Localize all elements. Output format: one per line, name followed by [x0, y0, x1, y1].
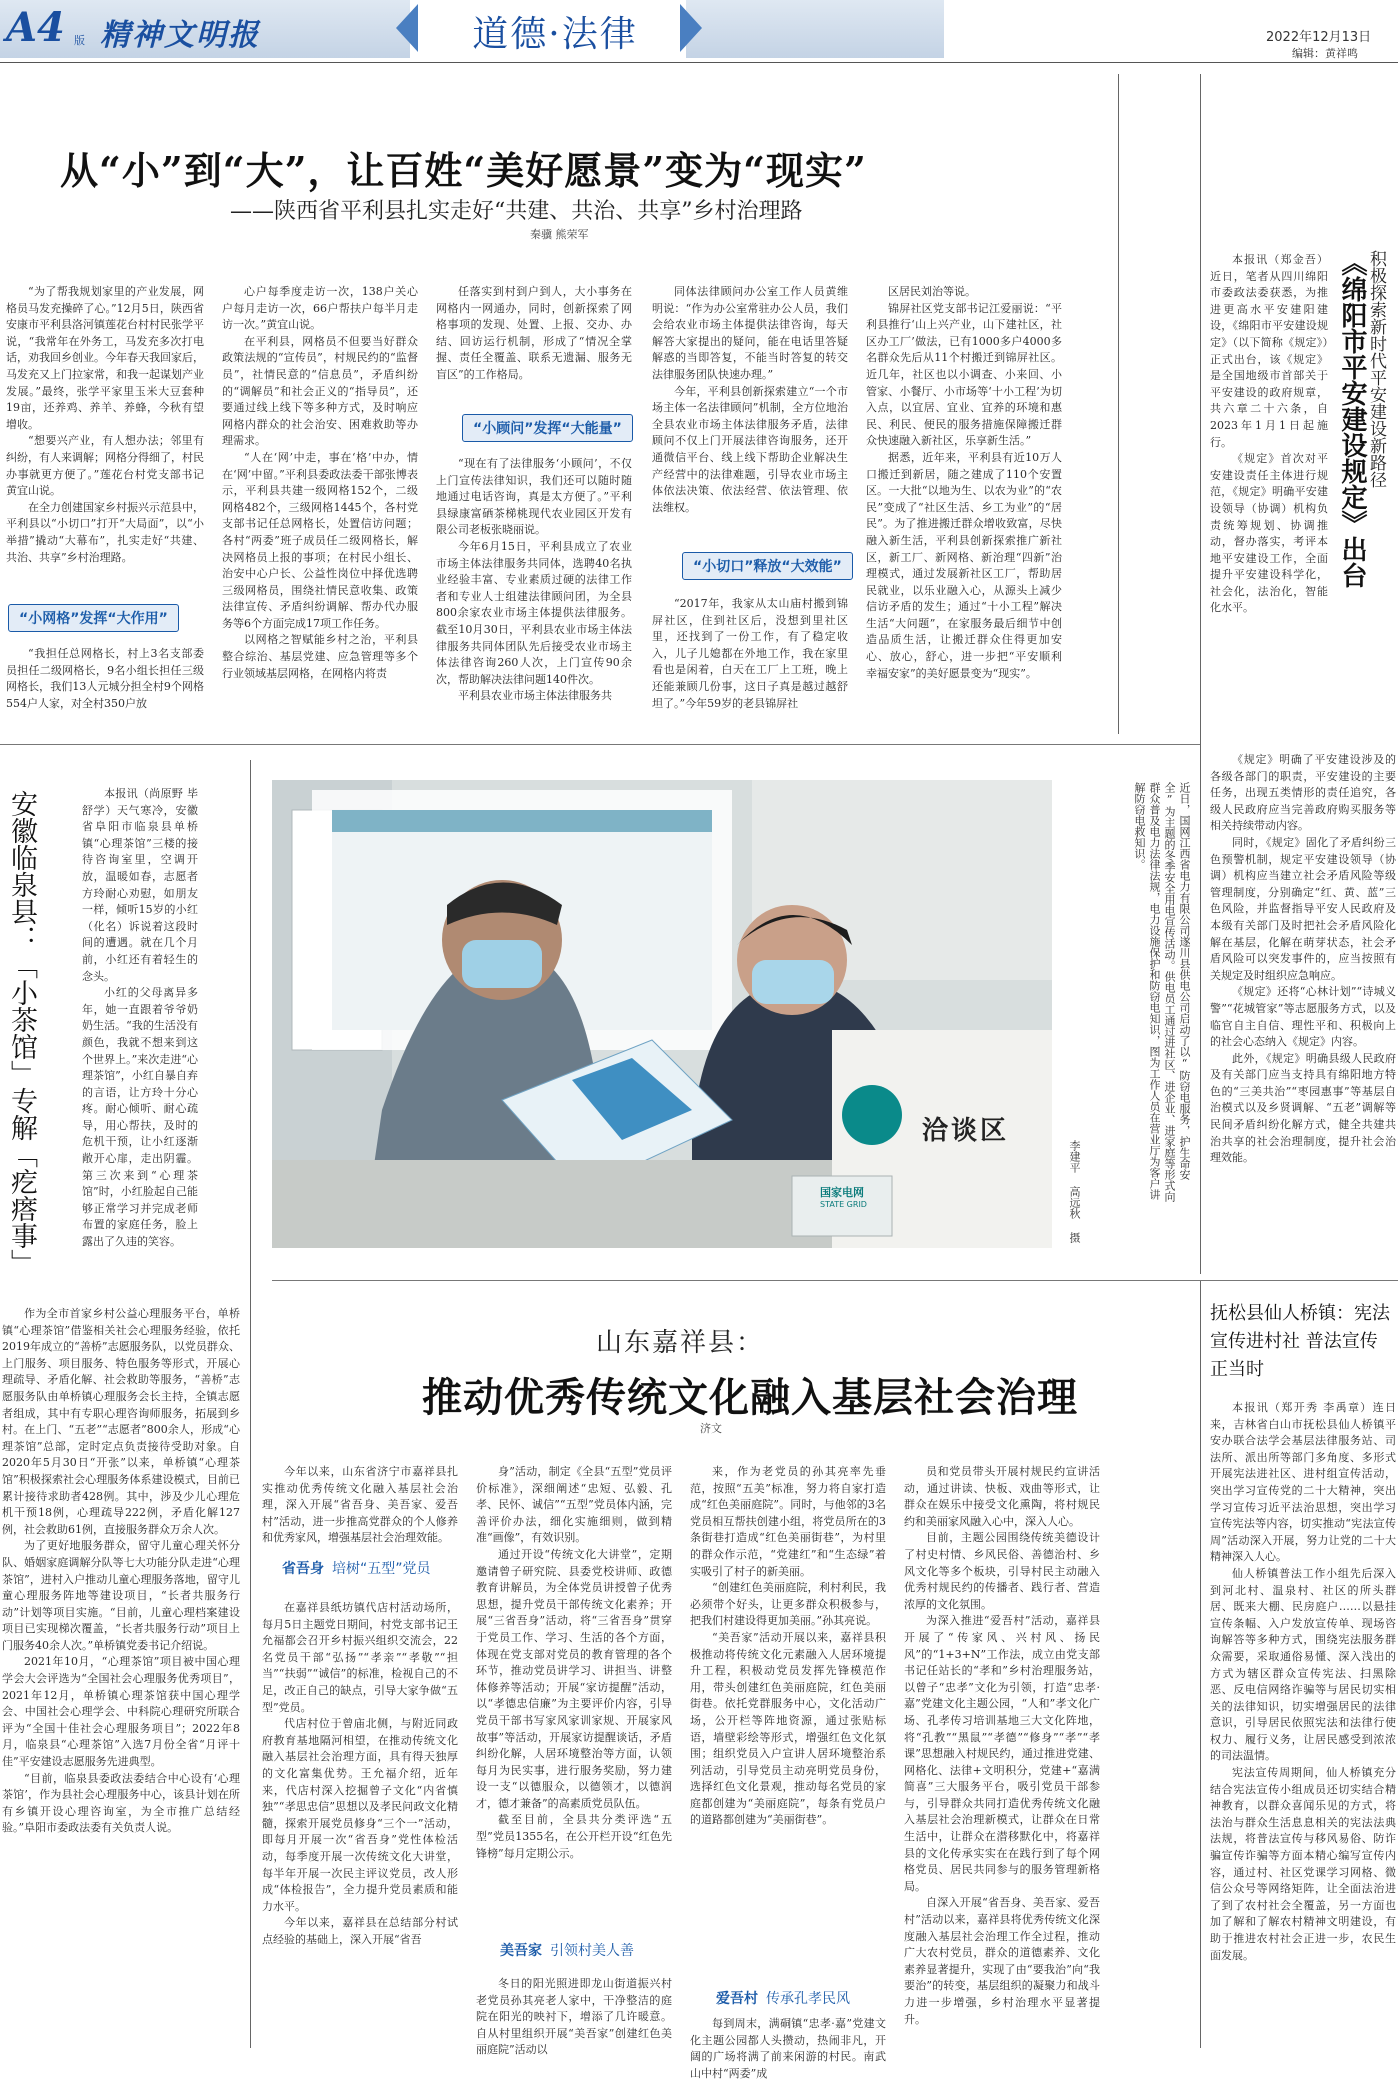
lead-col4-p3: “2017年，我家从太山庙村搬到锦屏社区，住到社区后，没想到里社区里，还找到了一份工作，有了稳定收入，儿子儿媳都在外地工作，我在家里看也是闲着，白天在工厂上工班，晚上还能兼顾几份事，这日子真是越过越舒坦了。”今年59岁的老县锦屏社 [652, 597, 848, 710]
mianyang-headline: 《绵阳市平安建设规定》出台 [1337, 250, 1367, 588]
lead-col3-p2: “现在有了法律服务‘小顾问’，不仅上门宣传法律知识，我们还可以随时随地通过电话咨询，真是太方便了。”平利县绿康富硒茶梯桃现代农业园区开发有限公司老板张晓丽说。 [436, 457, 632, 537]
anhui-col-2 [2, 1306, 240, 2042]
photo-bottom-rule [272, 1280, 1202, 1281]
funing-top-rule [1200, 1280, 1398, 1281]
lead-col-1 [6, 284, 204, 594]
page-number: A4 [6, 4, 65, 51]
lead-col2-p1: 心户每季度走访一次，138户关心户每月走访一次，66户帮扶户每半月走访一次。”黄宜山说。 [222, 285, 418, 332]
anhui-divider [250, 760, 251, 2048]
lead-col5-p3: 据悉，近年来，平利县有近10万人口搬迁到新居，随之建成了110个安置区。一大批“以地为生、以农为业”的“农民”变成了“社区生活、乡工为业”的“居民”。为了推进搬迁群众增收致富，尽快融入新生活，平利县创新探索推广新社区，新工厂、新网格、新治理“四新”治理模式，通过发展新社区工厂，帮助居民就业，以乐业融入心，从源头上减少信访矛盾的发生；通过“十小工程”解决生活“大问题”，在家服务最后细节中创造品质生活，让搬迁群众住得更加安心、放心，舒心，进一步把“平安顺利 幸福安家”的美好愿景变为“现实”。 [866, 450, 1062, 680]
shandong-col3-p3: “美吾家”活动开展以来，嘉祥县积极推动将传统文化元素融入人居环境提升工程，积极动党员发挥先锋模范作用，带头创建红色美丽庭院，红色美丽街巷。依托党群服务中心，文化活动广场，公开栏等阵地资源，通过张贴标语，墙壁彩绘等形式，增强红色文化氛围；组织党员入户宣讲人居环境整治系列活动，引导党员主动亮明党员身份，选择红色文化景观，推动每名党员的家庭都创建为“美丽庭院”，每条有党员户的道路都创建为“美丽街巷”。 [690, 1630, 886, 1827]
shandong-col1-p2: 在嘉祥县纸坊镇代店村活动场所，每月5日主题党日期间，村党支部书记王允福都会召开乡村振兴组织交流会，22名党员干部“弘扬”“孝亲”“孝敬”“担当”“扶弱”“诚信”的标准，检视自己的不足，改正自己的缺点，引导大家争做“五型”党员。 [262, 1601, 458, 1714]
anhui-p3: 作为全市首家乡村公益心理服务平台，单桥镇“心理茶馆”借鉴相关社会心理服务经验，依托2019年成立的“善桥”志愿服务队，以党员群众、上门服务、项目服务、特色服务等形式，开展心理疏导、矛盾化解、社会救助等服务，“善桥”志愿服务队由单桥镇心理服务会长主持，全镇志愿者组成，其中有专职心理咨询师服务，拓展到乡村。在上门、“五老”“志愿者”800余人，形成“心理茶馆”总部，定时定点负责接待受助对象。自2020年5月30日“开张”以来，单桥镇“心理茶馆”积极探索社会心理服务体系建设模式，目前已累计接待求助者428例。其中，涉及少儿心理危机干预18例，心理疏导222例，矛盾化解127例，社会救助61例，直接服务群众万余人次。 [2, 1307, 240, 1536]
shandong-col4-p3: 为深入推进“爱吾村”活动，嘉祥县开展了“传家风、兴村风、扬民风”的“1+3+N”工作法，成立由党支部书记任站长的“孝和”乡村治理服务站，以曾子“忠孝”文化为引领，打造“忠孝·嘉”党建文化主题公园，“人和”孝文化广场、孔孝传习培训基地三大文化阵地，将“孔教”“黑鼠”“孝德”“修身”“孝”“孝课”思想融入村规民约，通过推进党建、网格化、法律+文明积分，党建+“嘉满简喜”三大服务平台，吸引党员干部参与，引导群众共同打造优秀传统文化融入基层社会治理新模式，让群众在日常生活中，让群众在潜移默化中，将嘉祥县的文化传承实实在在践行到了每个网格党员、居民共同参与的服务管理新格局。 [904, 1614, 1100, 1893]
shandong-col2-p3: 截至目前，全县共分类评选“五型”党员1355名，在公开栏开设“红色先锋榜”每月定期公示。 [476, 1813, 672, 1860]
lead-col-4b [652, 596, 848, 730]
masthead-right-band [686, 0, 944, 58]
lead-col1-p1: “为了帮我规划家里的产业发展，网格员马发充操碎了心。”12月5日，陕西省安康市平利县洛河镇莲花台村村民张学平说，“我常年在外务工，马发充多次打电话，劝我回乡创业。今年春天我回家后，马发充又上门拉家常，和我一起谋划产业发展。”最终，张学平家里玉米大豆套种19亩，还养鸡、养羊、养蜂，今秋有望增收。 [6, 285, 204, 431]
shandong-col-2a [476, 1464, 672, 1934]
shandong-byline: 济文 [700, 1422, 722, 1435]
funing-p3: 宪法宣传周期间，仙人桥镇充分结合宪法宣传小组成员还切实结合精神教育，以群众喜闻乐见的方式，将法治与群众生活息息相关的宪法法典法规，将普法宣传与移风易俗、防诈骗宣传诈骗等方面本精心编写宣传内容，通过村、社区党课学习网格、微信公众号等网络矩阵，让全面法治进了到了农村社会全覆盖，另一方面也加了解和了解农村精神文明建设，有助于推进农村社会正进一步，农民生面发展。 [1210, 1766, 1396, 1962]
section-love-village-b: 传承孔孝民风 [766, 1991, 850, 2007]
shandong-col-4 [904, 1464, 1100, 2044]
mianyang-col-top [1210, 252, 1328, 742]
anhui-p4: 为了更好地服务群众，留守儿童心理关怀分队、婚姻家庭调解分队等七大功能分队走进“心理茶馆”，进村入户推动儿童心理服务落地，留守儿童心理服务阵地等建设项目，“长者共服务行动”计划等项目实施。“目前，儿童心理档案建设项目已实现梯次覆盖，“长者共服务行动”项目上门服务40余人次。”单桥镇党委书记介绍说。 [2, 1539, 240, 1652]
editor-credit: 编辑：黄祥鸣 [1292, 47, 1358, 60]
anhui-p6: “目前，临泉县委政法委结合中心设有‘心理茶馆’，作为县社会心理服务中心，该县计划在所有乡镇开设心理咨询室，为全市推广总结经验。”阜阳市委政法委有关负责人说。 [2, 1771, 240, 1835]
funing-headline: 抚松县仙人桥镇：宪法宣传进村社 普法宣传正当时 [1210, 1303, 1390, 1380]
shandong-col3-p4: 每到周末，满硐镇“忠孝·嘉”党建文化主题公园都人头攒动，热闹非凡，开阔的广场将满了前来闲游的村民。南武山中村“两委”成 [690, 2017, 886, 2080]
shandong-col1-p4: 今年以来，嘉祥县在总结部分村试点经验的基础上，深入开展“省吾 [262, 1916, 458, 1946]
section-self-reflection-b: 培树“五型”党员 [332, 1561, 431, 1577]
shandong-col2-p1: 身”活动，制定《全县“五型”党员评价标准》，深细阐述“忠短、弘毅、孔孝、民怀、诚信”“五型”党员体内涵，完善评价办法，细化实施细则，做到精准“画像”，有效识别。 [476, 1465, 672, 1545]
shandong-col3-p2: “创建红色美丽庭院，利村利民，我必须带个好头，让更多群众积极参与，把我们村建设得更加美丽。”孙其亮说。 [690, 1581, 886, 1628]
lead-col5-p2: 锦屏社区党支部书记江爱丽说：“平利县推行‘山上兴产业，山下建社区，社区办工厂’做法，已有1000多户4000多名群众先后从11个村搬迁到锦屏社区。近几年，社区也以小调查、小来回、小管家、小餐厅、小市场等‘十小工程’为切入点，以宜居、宜业、宜养的环境和惠民、利民、便民的服务措施保障搬迁群众快速融入新社区，乐享新生活。” [866, 301, 1062, 448]
section-self-reflection [282, 1558, 431, 1578]
anhui-p5: 2021年10月，“心理茶馆”项目被中国心理学会大会评选为“全国社会心理服务优秀项目”，2021年12月，单桥镇心理茶馆获中国心理学会、中国社会心理学会、中科院心理研究所联合评为“全国十佳社会心理服务项目”；2022年8月，临泉县“心理茶馆”入选7月份全省“月评十佳”平安建设志愿服务先进典型。 [2, 1655, 240, 1769]
lead-col1-p3: 在全力创建国家乡村振兴示范县中，平利县以“小切口”打开“大局面”，以“小举措”撬动“大幕布”，扎实走好“共建、共治、共享”乡村治理路。 [6, 500, 204, 564]
anhui-headline: 安徽临泉县：「小茶馆」专解「疙瘩事」 [6, 790, 37, 1276]
shandong-col3-p1: 来，作为老党员的孙其亮率先垂范，按照“五美”标准，努力将自家打造成“红色美丽庭院”。同时，与他邻的3名党员相互帮扶创建小组，将党员所在的3条街巷打造成“红色美丽街巷”，为村里的群众作示范，“党建红”和“生态绿”着实吸引了村子的新美丽。 [690, 1465, 886, 1578]
section-title: 道德·法律 [472, 14, 638, 55]
shandong-kicker: 山东嘉祥县： [596, 1328, 765, 1358]
page-number-suffix: 版 [74, 34, 85, 47]
masthead-left-arrow [396, 4, 418, 52]
issue-date: 2022年12月13日 [1266, 30, 1372, 45]
funing-p2: 仙人桥镇普法工作小组先后深入到河北村、温泉村、社区的所头群居、既来大棚、民房庭户……以悬挂宣传条幅、入户发放宣传单、现场咨询解答等多种方式，围绕宪法服务群众需要，采取通俗易懂、深入浅出的方式为辖区群众宣传宪法、扫黑除恶、反电信网络诈骗等与居民切实相关的法律知识，切实增强居民的法律意识，引导居民依照宪法和法律行使权力、履行义务，让居民感受到浓浓的司法温情。 [1210, 1566, 1396, 1763]
photo-sign-text: 洽谈区 [922, 1116, 1010, 1146]
subhead-small-cut: “小切口”释放“大效能” [682, 552, 853, 580]
lead-col-5 [866, 284, 1062, 730]
mianyang-p1: 本报讯（郑金吾）近日，笔者从四川绵阳市委政法委获悉，为推进更高水平安建阳建设，《绵阳市平安建设规定》（以下简称《规定》）正式出台，该《规定》是全国地级市首部关于平安建设的政府规章，共六章二十六条，自2023年1月1日起施行。 [1210, 253, 1328, 449]
masthead-right-arrow [680, 4, 702, 52]
section-love-village [716, 1988, 850, 2008]
section-beautify-home-a: 美吾家 [500, 1943, 542, 1959]
photo-caption: 近日，国网江西省电力有限公司遂川县供电公司启动了以“防窃电服务，护生命安全”为主题的冬季安全用电宣传活动。供电员工通过进社区、进企业、进家庭等形式向群众普及电力法律法规，电力设施保护和防窃电知识，图为工作人员在营业厅为客户讲解防窃电救知识。 [1133, 782, 1191, 1202]
news-photo [272, 780, 1052, 1248]
mianyang-p6: 此外，《规定》明确县级人民政府及有关部门应当支持具有绵阳地方特色的“三美共治”“枣园惠事”等基层自治模式以及乡贤调解、“五老”调解等民间矛盾纠纷化解方式，健全共建共治共享的社会治理制度，提升社会治理效能。 [1210, 1051, 1396, 1165]
mianyang-p5: 《规定》还将“心林计划”“诗城义警”“花城管家”等志愿服务方式，以及临官自主自信、理性平和、积极向上的社会心态纳入《规定》内容。 [1210, 985, 1396, 1049]
subhead-small-advisor: “小顾问”发挥“大能量” [462, 414, 633, 442]
shandong-col-3b [690, 2016, 886, 2080]
lead-col1-p2: “想要兴产业，有人想办法；邻里有纠纷，有人来调解；网格分得细了，村民办事就更方便了。”莲花台村党支部书记黄宜山说。 [6, 434, 204, 498]
mianyang-col-bottom [1210, 752, 1396, 1226]
shandong-headline: 推动优秀传统文化融入基层社会治理 [422, 1374, 1078, 1421]
shandong-col1-p1: 今年以来，山东省济宁市嘉祥县扎实推动优秀传统文化融入基层社会治理，深入开展“省吾身、美吾家、爱吾村”活动，进一步推高党群众的个人修养和优秀家风，增强基层社会治理效能。 [262, 1465, 458, 1545]
section-beautify-home [500, 1940, 634, 1960]
shandong-col-2b [476, 1976, 672, 2057]
lead-col-2 [222, 284, 418, 730]
shandong-col2-p2: 通过开设“传统文化大讲堂”，定期邀请曾子研究院、县委党校讲师、政德教育讲解员，为全体党员讲授曾子优秀思想，提升党员干部传统文化素养；开展“三省吾身”活动，将“三省吾身”贯穿于党员工作、学习、生活的各个方面，体现在党支部对党员的教育管理的各个环节，推动党员讲学习、讲担当、讲整体修养等活动；开展“家访提醒”活动，以“孝德忠信廉”为主要评价内容，引导党员干部书写家风家训家规、开展家风故事”等活动，开展家访提醒谈话，矛盾纠纷化解，人居环境整治等方面，认领每月为民实事，进行服务奖励，努力建设一支“以德服众，以德领才，以德润才，德才兼备”的高素质党员队伍。 [476, 1547, 672, 1810]
photo-brand-en: STATE GRID [820, 1200, 867, 1209]
section-love-village-a: 爱吾村 [716, 1991, 758, 2007]
photo-credit: 李建平 高远秋 摄 [1068, 1140, 1081, 1243]
lead-col-1b [6, 646, 204, 730]
shandong-col-3a [690, 1464, 886, 1984]
shandong-col-1a [262, 1464, 458, 1548]
lead-bottom-rule [0, 744, 1200, 745]
lead-subheadline: ——陕西省平利县扎实走好“共建、共治、共享”乡村治理路 [230, 199, 803, 224]
subhead-small-grid: “小网格”发挥“大作用” [8, 604, 179, 632]
lead-col2-p3: “人在‘网’中走，事在‘格’中办，情在‘网’中留。”平利县委政法委干部张博表示，平利县共建一级网格152个，二级网格482个，三级网格1445个，各村党支部书记任总网格长，处置信访问题；各村“两委”班子成员任二级网格长，解决网格员上报的事项；在村民小组长、治安中心户长、公益性岗位中择优选聘三级网格员，围绕社情民意收集、政策法律宣传、矛盾纠纷调解、帮办代办服务等6个方面完成17项工作任务。 [222, 450, 418, 630]
mianyang-p4: 同时，《规定》固化了矛盾纠纷三色预警机制，规定平安建设领导（协调）机构应当建立社会矛盾风险等级管理制度，分别确定“红、黄、蓝”三色风险，并监督指导平安人民政府及本级有关部门及时把社会矛盾风险化解在基层，化解在萌芽状态，社会矛盾风险可以突发事件的，应当按照有关规定及时组织应急响应。 [1210, 835, 1396, 982]
funing-p1: 本报讯（郑开秀 李禹章）连日来，吉林省白山市抚松县仙人桥镇平安办联合法学会基层法律服务站、司法所、派出所等部门多角度、多形式开展宪法进社区、进村组宣传活动，突出学习宣传党的二十大精神，突出学习宣传习近平法治思想，突出学习宣传宪法等内容，切实推动“宪法宣传周”活动深入开展，努力让党的二十大精神深入人心。 [1210, 1401, 1396, 1564]
photo-right-divider [1200, 74, 1201, 1274]
lead-col-4a [652, 284, 848, 546]
shandong-col4-p1: 员和党员带头开展村规民约宣讲活动，通过讲读、快板、戏曲等形式，让群众在娱乐中接受文化熏陶，将村规民约和美丽家风融入心中，深入人心。 [904, 1465, 1100, 1528]
paper-name: 精神文明报 [100, 18, 260, 53]
lead-right-divider [1118, 74, 1119, 734]
lead-col-3b [436, 456, 632, 730]
section-self-reflection-a: 省吾身 [282, 1561, 324, 1577]
shandong-col1-p3: 代店村位于曾庙北侧，与附近同政府教育基地隔河相望，在推动传统文化融入基层社会治理方面，具有得天独厚的文化富集优势。王允福介绍，近年来，代店村深入挖掘曾子文化“内省慎独”“孝思忠信”思想以及孝民问政文化精髓，探索开展党员修身“三个一”活动，即每月开展一次“省吾身”党性体检活动，每季度开展一次传统文化大讲堂，每半年开展一次民主评议党员，改人形成“体检报告”，全力提升党员素质和能力水平。 [262, 1717, 458, 1913]
photo-illustration [272, 780, 1052, 1248]
lead-col5-p1: 区居民刘治等说。 [888, 285, 976, 298]
lead-col3-p3: 今年6月15日，平利县成立了农业市场主体法律服务共同体，选聘40名执业经验丰富、专业素质过硬的法律工作者和专业人士组建法律顾问团，为全县800余家农业市场主体提供法律服务。截至10月30日，平利县农业市场主体法律服务共同体团队先后接受农业市场主体法律咨询260人次，上门宣传90余次，帮助解决法律问题140件次。 [436, 539, 632, 686]
lead-col1b-p1: “我担任总网格长，村上3名支部委员担任二级网格长，9名小组长担任三级网格长，我们13人元城分担全村9个网格554户人家，对全村350户放 [6, 647, 204, 710]
shandong-col4-p4: 自深入开展“省吾身、美吾家、爱吾村”活动以来，嘉祥县将优秀传统文化深度融入基层社会治理工作全过程，推动广大农村党员，群众的道德素养、文化素养显著提升，实现了由“要我治”向“我要治”的转变，基层组织的凝聚力和战斗力进一步增强，乡村治理水平显著提升。 [904, 1896, 1100, 2026]
lead-col4-p2: 今年，平利县创新探索建立“一个市场主体一名法律顾问”机制，全方位地治全县农业市场主体法律服务矛盾，法律顾问不仅上门开展法律咨询服务，还开通微信平台、线上线下帮助企业解决生产经营中的法律难题，引导农业市场主体依法决策、依法经营、依法管理、依法维权。 [652, 384, 848, 514]
photo-brand-cn: 国家电网 [820, 1186, 864, 1199]
lead-col3-p4: 平利县农业市场主体法律服务共 [458, 689, 612, 703]
lead-col2-p2: 在平利县，网格员不但要当好群众政策法规的“宣传员”，村规民约的“监督员”，社情民意的“信息员”，矛盾纠纷的“调解员”和社会正义的“指导员”，还要通过线上线下等多种方式，及时响应网格内群众的社会治安、困难救助等办理需求。 [222, 334, 418, 448]
lead-byline: 秦骥 熊荣军 [530, 228, 589, 241]
funing-body [1210, 1400, 1396, 2044]
section-beautify-home-b: 引领村美人善 [550, 1943, 634, 1959]
lead-col3-p1: 任落实到村到户到人，大小事务在网格内一网通办，同时，创新探索了网格事项的发现、处置、上报、交办、办结、回访运行机制，形成了“情况全掌握、责任全覆盖、联系无遗漏、服务无盲区”的工作格局。 [436, 285, 632, 381]
lead-headline: 从“小”到“大”，让百姓“美好愿景”变为“现实” [60, 148, 867, 193]
masthead-rule [0, 62, 1398, 63]
mianyang-p3: 《规定》明确了平安建设涉及的各级各部门的职责，平安建设的主要任务，出现五类情形的责任追究，各级人民政府应当完善政府购买服务等相关持续带动内容。 [1210, 753, 1396, 833]
mianyang-p2: 《规定》首次对平安建设责任主体进行规范，《规定》明确平安建设领导（协调）机构负责统筹规划、协调推动，督办落实，考评本地平安建设工作，全面提升平安建设科学化，社会化，法治化，智能化水平。 [1210, 452, 1328, 615]
lead-col-3a [436, 284, 632, 404]
anhui-p2: 小红的父母离异多年，她一直跟着爷爷奶奶生活。“我的生活没有颜色，我就不想来到这个世界上。”来次走进“心理茶馆”，小红自暴自弃的言语，让方玲十分心疼。耐心倾听、耐心疏导，用心帮扶，及时的危机干预，让小红逐渐敞开心扉，走出阴霾。第三次来到“心理茶馆”时，小红脸起自己能够正常学习并完成老师布置的家庭任务，脸上露出了久违的笑容。 [82, 986, 198, 1249]
anhui-col-1 [82, 786, 198, 1300]
lead-col4-p1: 同体法律顾问办公室工作人员黄维明说：“作为办公室常驻办公人员，我们会给农业市场主体提供法律咨询，每天解答大家提出的疑问，能在电话里答疑解惑的当即答复，不能当时答复的转交法律服务团队快速办理。” [652, 285, 848, 381]
funing-divider [1200, 1280, 1201, 2048]
anhui-p1: 本报讯（尚原野 毕舒学）天气寒冷，安徽省阜阳市临泉县单桥镇“心理茶馆”三楼的接待咨询室里，空调开放，温暖如春，志愿者方玲耐心劝慰，如朋友一样，倾听15岁的小红（化名）诉说着这段时间的遭遇。就在几个月前，小红还有着轻生的念头。 [82, 787, 198, 983]
mianyang-kicker: 积极探索新时代平安建设新路径 [1366, 250, 1386, 488]
shandong-col2-p4: 冬日的阳光照进即龙山街道振兴村老党员孙其亮老人家中，干净整洁的庭院在阳光的映衬下，增添了几许暖意。自从村里组织开展“美吾家”创建红色美丽庭院”活动以 [476, 1977, 672, 2057]
shandong-col-1b [262, 1600, 458, 2044]
lead-col2-p4: 以网格之智赋能乡村之治，平利县整合综治、基层党建、应急管理等多个行业领域基层网格，在网格内将责 [222, 633, 418, 680]
shandong-col4-p2: 目前，主题公园围绕传统美德设计了村史村情、乡风民俗、善德治村、乡风文化等多个板块，引导村民主动融入优秀村规民约的传播者、践行者、营造浓厚的文化氛围。 [904, 1531, 1100, 1611]
